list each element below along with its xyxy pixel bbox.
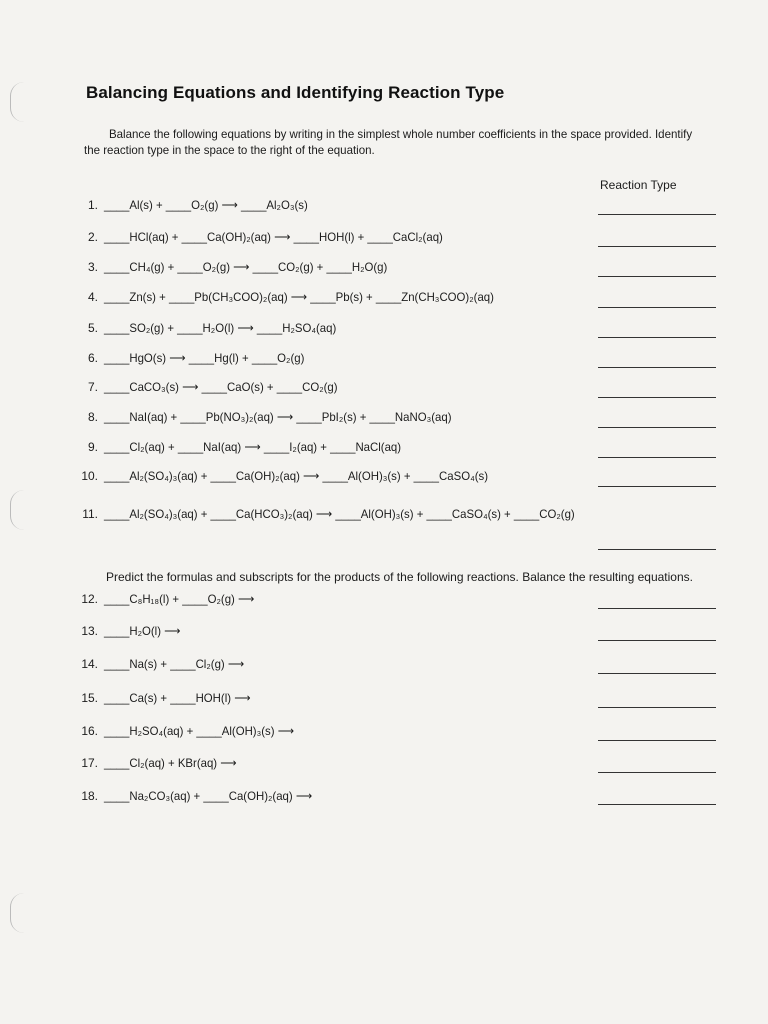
answer-line[interactable] (598, 307, 716, 308)
instructions-text: Balance the following equations by writing in the simplest whole number coefficients in the space provided. Identify the reaction type in the space to the right of the equation. (84, 127, 693, 157)
worksheet-title: Balancing Equations and Identifying Reaction Type (86, 83, 505, 102)
answer-line[interactable] (598, 608, 716, 609)
equation-text: ____CH₄(g) + ____O₂(g) ⟶ ____CO₂(g) + ____H₂O(g) (104, 260, 388, 274)
answer-line[interactable] (598, 772, 716, 773)
margin-mark (10, 893, 25, 933)
equation-row (0, 195, 768, 215)
equation-row (0, 318, 768, 338)
equation-row (0, 407, 768, 427)
equation-text: ____CaCO₃(s) ⟶ ____CaO(s) + ____CO₂(g) (104, 380, 338, 394)
answer-line[interactable] (598, 707, 716, 708)
answer-line[interactable] (598, 549, 716, 550)
equation-text: ____Ca(s) + ____HOH(l) ⟶ (104, 691, 251, 705)
equation-row (0, 504, 768, 524)
instructions (84, 126, 698, 158)
equation-text: ____Al₂(SO₄)₃(aq) + ____Ca(HCO₃)₂(aq) ⟶ ____Al(OH)₃(s) + ____CaSO₄(s) + ____CO₂(g) (104, 507, 575, 521)
reaction-type-header: Reaction Type (600, 178, 677, 192)
answer-line[interactable] (598, 640, 716, 641)
equation-number: 2. (87, 230, 98, 244)
equation-number: 14. (81, 657, 98, 671)
equation-number: 3. (87, 260, 98, 274)
prediction-row (0, 688, 768, 708)
prediction-row (0, 654, 768, 674)
equation-number: 13. (81, 624, 98, 638)
answer-line[interactable] (598, 673, 716, 674)
equation-row (0, 466, 768, 486)
answer-line[interactable] (598, 457, 716, 458)
answer-line[interactable] (598, 804, 716, 805)
equation-text: ____H₂O(l) ⟶ (104, 624, 181, 638)
equation-text: ____Na(s) + ____Cl₂(g) ⟶ (104, 657, 245, 671)
equation-number: 16. (81, 724, 98, 738)
equation-row (0, 287, 768, 307)
answer-line[interactable] (598, 740, 716, 741)
section2-instructions: Predict the formulas and subscripts for the products of the following reactions. Balance the resulting equations. (106, 570, 693, 584)
equation-number: 17. (81, 756, 98, 770)
answer-line[interactable] (598, 397, 716, 398)
prediction-row (0, 589, 768, 609)
equation-number: 11. (82, 507, 98, 521)
equation-number: 6. (87, 351, 98, 365)
equation-number: 4. (87, 290, 98, 304)
equation-text: ____Na₂CO₃(aq) + ____Ca(OH)₂(aq) ⟶ (104, 789, 313, 803)
equation-number: 15. (81, 691, 98, 705)
answer-line[interactable] (598, 337, 716, 338)
equation-number: 10. (81, 469, 98, 483)
answer-line[interactable] (598, 214, 716, 215)
equation-text: ____Cl₂(aq) + ____NaI(aq) ⟶ ____I₂(aq) + ____NaCl(aq) (104, 440, 402, 454)
answer-line[interactable] (598, 367, 716, 368)
equation-text: ____H₂SO₄(aq) + ____Al(OH)₃(s) ⟶ (104, 724, 295, 738)
equation-row (0, 227, 768, 247)
equation-text: ____Al₂(SO₄)₃(aq) + ____Ca(OH)₂(aq) ⟶ ____Al(OH)₃(s) + ____CaSO₄(s) (104, 469, 489, 483)
answer-line[interactable] (598, 276, 716, 277)
equation-number: 5. (87, 321, 98, 335)
equation-row (0, 377, 768, 397)
equation-text: ____NaI(aq) + ____Pb(NO₃)₂(aq) ⟶ ____PbI₂(s) + ____NaNO₃(aq) (104, 410, 452, 424)
equation-text: ____HCl(aq) + ____Ca(OH)₂(aq) ⟶ ____HOH(l) + ____CaCl₂(aq) (104, 230, 443, 244)
equation-text: ____C₈H₁₈(l) + ____O₂(g) ⟶ (104, 592, 255, 606)
prediction-row (0, 786, 768, 806)
equation-row (0, 257, 768, 277)
answer-line[interactable] (598, 246, 716, 247)
equation-row (0, 437, 768, 457)
answer-line[interactable] (598, 427, 716, 428)
margin-mark (10, 82, 25, 122)
equation-text: ____HgO(s) ⟶ ____Hg(l) + ____O₂(g) (104, 351, 305, 365)
equation-text: ____Al(s) + ____O₂(g) ⟶ ____Al₂O₃(s) (104, 198, 308, 212)
equation-number: 9. (87, 440, 98, 454)
equation-text: ____Cl₂(aq) + KBr(aq) ⟶ (104, 756, 237, 770)
prediction-row (0, 753, 768, 773)
equation-row (0, 348, 768, 368)
equation-number: 7. (87, 380, 98, 394)
prediction-row (0, 621, 768, 641)
prediction-row (0, 721, 768, 741)
equation-number: 12. (81, 592, 98, 606)
answer-line[interactable] (598, 486, 716, 487)
equation-number: 18. (81, 789, 98, 803)
equation-text: ____SO₂(g) + ____H₂O(l) ⟶ ____H₂SO₄(aq) (104, 321, 337, 335)
equation-number: 1. (87, 198, 98, 212)
equation-text: ____Zn(s) + ____Pb(CH₃COO)₂(aq) ⟶ ____Pb(s) + ____Zn(CH₃COO)₂(aq) (104, 290, 494, 304)
equation-number: 8. (87, 410, 98, 424)
